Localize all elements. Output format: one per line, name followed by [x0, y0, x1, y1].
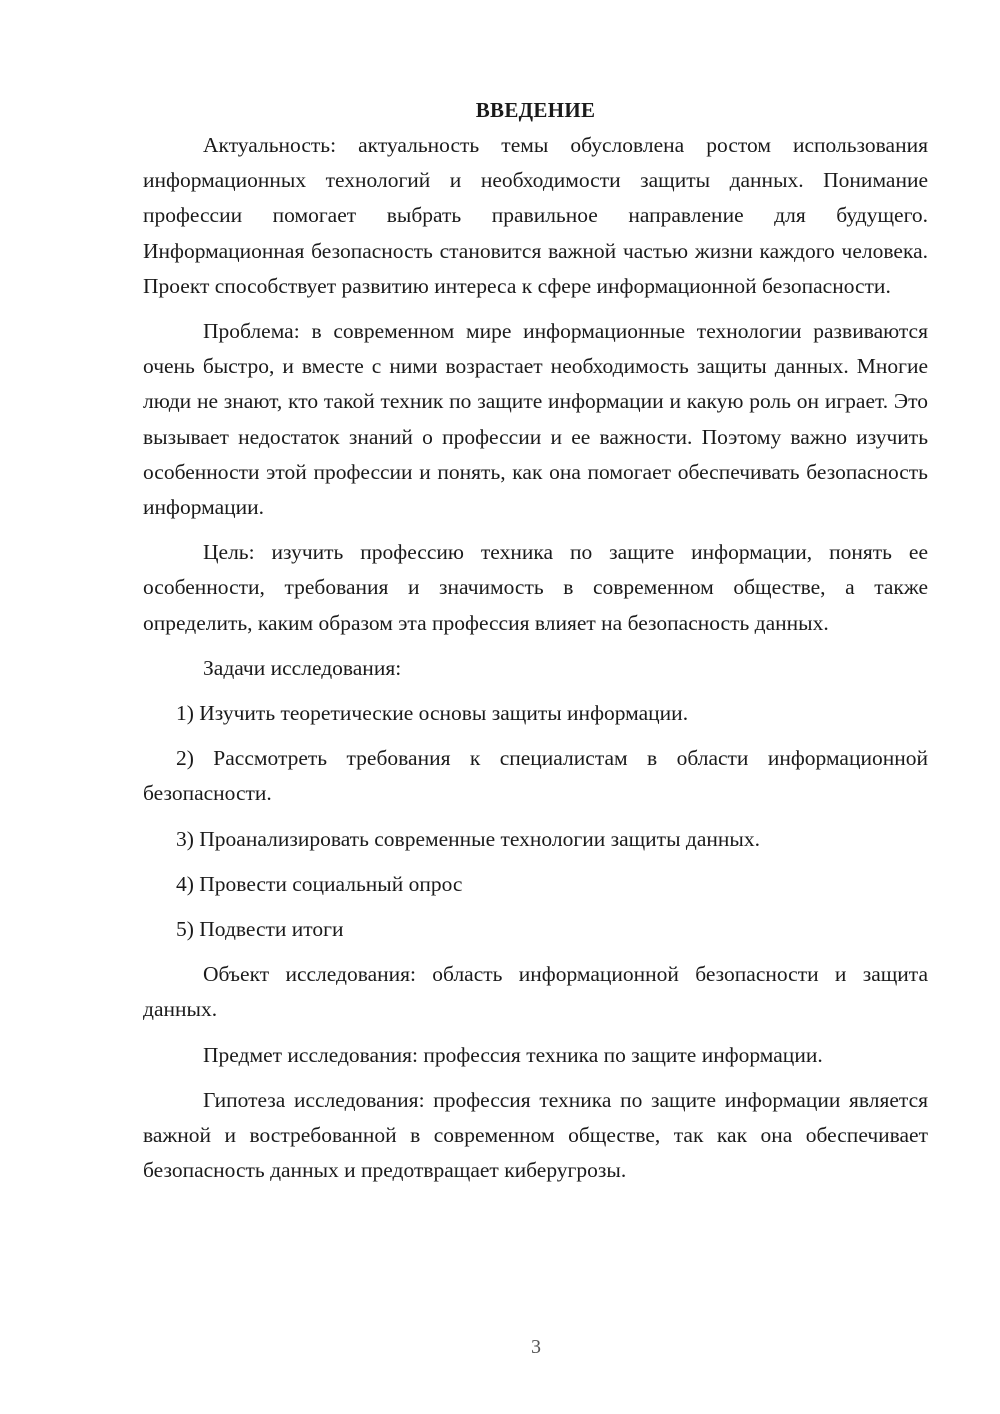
paragraph-relevance: Актуальность: актуальность темы обусловлена ростом использования информационных технологий и необходимости защиты данных. Понимание профессии помогает выбрать правильное направление для будущего. Информационная безопасность становится важной частью жизни каждого человека. Проект способствует развитию интереса к сфере информационной безопасности.	[143, 133, 928, 298]
page-number: 3	[531, 1336, 541, 1358]
task-item-1: 1) Изучить теоретические основы защиты информации.	[176, 701, 689, 726]
document-title: ВВЕДЕНИЕ	[475, 98, 596, 122]
task-item-4: 4) Провести социальный опрос	[176, 871, 463, 896]
paragraph-hypothesis: Гипотеза исследования: профессия техника по защите информации является важной и востребованной в современном обществе, так как она обеспечивает безопасность данных и предотвращает киберугрозы.	[143, 1087, 928, 1183]
task-item-3: 3) Проанализировать современные технологии защиты данных.	[176, 826, 760, 851]
paragraph-subject: Предмет исследования: профессия техника по защите информации.	[203, 1042, 823, 1067]
paragraph-tasks-heading: Задачи исследования:	[203, 655, 402, 680]
task-item-2: 2) Рассмотреть требования к специалистам в области информационной безопасности.	[143, 746, 928, 806]
task-item-5: 5) Подвести итоги	[176, 917, 344, 942]
paragraph-object: Объект исследования: область информационной безопасности и защита данных.	[143, 962, 928, 1022]
document-page	[143, 93, 928, 1198]
paragraph-problem: Проблема: в современном мире информационные технологии развиваются очень быстро, и вместе с ними возрастает необходимость защиты данных. Многие люди не знают, кто такой техник по защите информации и какую роль он играет. Это вызывает недостаток знаний о профессии и ее важности. Поэтому важно изучить особенности этой профессии и понять, как она помогает обеспечивать безопасность информации.	[143, 319, 928, 520]
paragraph-goal: Цель: изучить профессию техника по защите информации, понять ее особенности, требования и значимость в современном обществе, а также определить, каким образом эта профессия влияет на безопасность данных.	[143, 540, 928, 635]
